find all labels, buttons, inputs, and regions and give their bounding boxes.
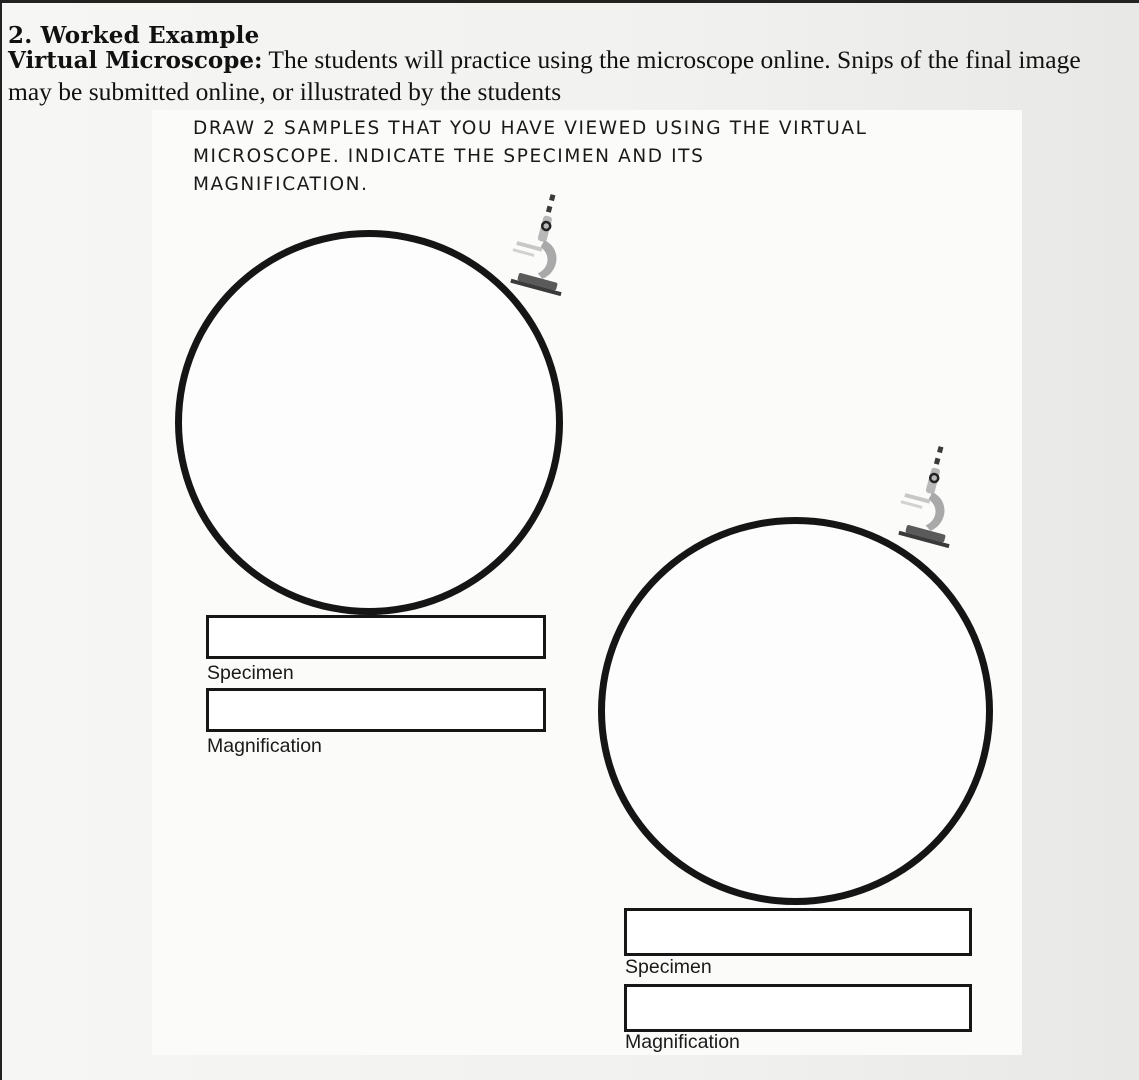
intro-text: The students will practice using the microscope online. Snips of the final image may be submitted online, or illustrated by the students [8,45,1081,106]
specimen-input-sample-1[interactable] [206,615,546,659]
specimen-input-sample-2[interactable] [624,908,972,956]
intro-paragraph [8,44,1118,107]
microscope-icon [896,440,968,548]
worksheet-instructions: DRAW 2 SAMPLES THAT YOU HAVE VIEWED USING THE VIRTUAL MICROSCOPE. INDICATE THE SPECIMEN AND ITS MAGNIFICATION. [193,118,868,195]
specimen-label-sample-2: Specimen [625,956,712,978]
drawing-circle-sample-2[interactable] [598,517,993,905]
magnification-label-sample-1: Magnification [207,735,322,757]
drawing-circle-sample-1[interactable] [175,230,563,615]
section-heading: 2. Worked Example [8,22,260,49]
magnification-label-sample-2: Magnification [625,1031,740,1053]
intro-lead: Virtual Microscope: [8,47,263,74]
specimen-label-sample-1: Specimen [207,662,294,684]
microscope-icon [508,188,580,296]
magnification-input-sample-1[interactable] [206,688,546,732]
magnification-input-sample-2[interactable] [624,984,972,1032]
